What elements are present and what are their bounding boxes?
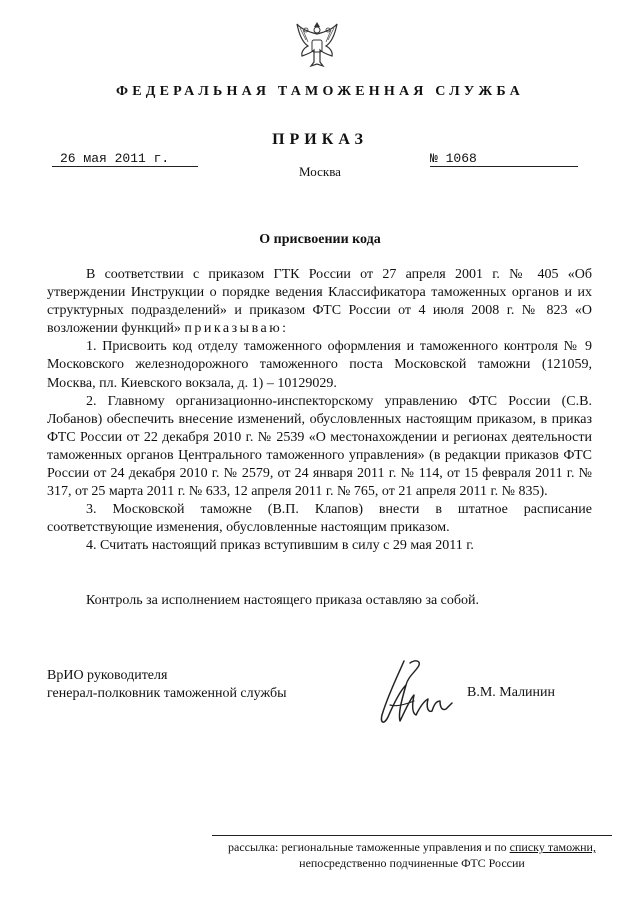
order-body [47, 266, 592, 556]
order-number: № 1068 [430, 151, 477, 166]
intro-verb: приказываю: [184, 321, 289, 337]
intro-text: В соответствии с приказом ГТК России от 27 апреля 2001 г. № 405 «Об утверждении Инструкции о порядке ведения Классификатора таможенных органов и их структурных подразделений» и приказом ФТС России от 4 июля 2008 г. № 823 «О возложении функций» [47, 267, 592, 337]
order-subject: О присвоении кода [259, 232, 381, 247]
signer-title-line2: генерал-полковник таможенной службы [47, 686, 287, 701]
order-date: 26 мая 2011 г. [60, 151, 170, 166]
item-2: 2. Главному организационно-инспекторскому управлению ФТС России (С.В. Лобанов) обеспечить внесение изменений, обусловленных настоящим приказом, в приказ ФТС России от 22 декабря 2010 г. № 2539 «О местонахождении и регионах деятельности таможенных органов Центрального таможенного управления» (в редакции приказов ФТС России от 24 декабря 2010 г. № 2579, от 24 января 2011 г. № 114, от 15 февраля 2011 г. № 317, от 25 марта 2011 г. № 633, 12 апреля 2011 г. № 765, от 21 апреля 2011 г. № 835). [47, 393, 592, 500]
signer-title [47, 667, 286, 703]
agency-name: ФЕДЕРАЛЬНАЯ ТАМОЖЕННАЯ СЛУЖБА [116, 84, 524, 99]
signer-name: В.М. Малинин [467, 685, 556, 700]
signer-title-line1: ВрИО руководителя [47, 668, 168, 683]
order-title: ПРИКАЗ [272, 131, 368, 148]
distribution-list [212, 839, 612, 871]
control-statement: Контроль за исполнением настоящего приказа оставляю за собой. [86, 593, 480, 608]
distribution-line2: непосредственно подчиненные ФТС России [299, 856, 525, 870]
intro-paragraph [47, 266, 592, 338]
distribution-underlined: списку таможни, [509, 840, 596, 854]
item-4: 4. Считать настоящий приказ вступившим в силу с 29 мая 2011 г. [86, 538, 474, 554]
distribution-prefix: рассылка: региональные таможенные управления и по [228, 840, 507, 854]
item-3: 3. Московской таможне (В.П. Клапов) внести в штатное расписание соответствующие изменения, обусловленные настоящим приказом. [47, 502, 592, 536]
emblem-icon [294, 18, 340, 70]
distribution-divider [212, 835, 612, 836]
signature-image [370, 655, 460, 735]
distribution-line1 [212, 839, 612, 855]
item-1: 1. Присвоить код отделу таможенного оформления и таможенного контроля № 9 Московского железнодорожного таможенного поста Московской таможни (121059, Москва, пл. Киевского вокзала, д. 1) – 10129029. [47, 339, 592, 391]
city: Москва [299, 164, 341, 179]
